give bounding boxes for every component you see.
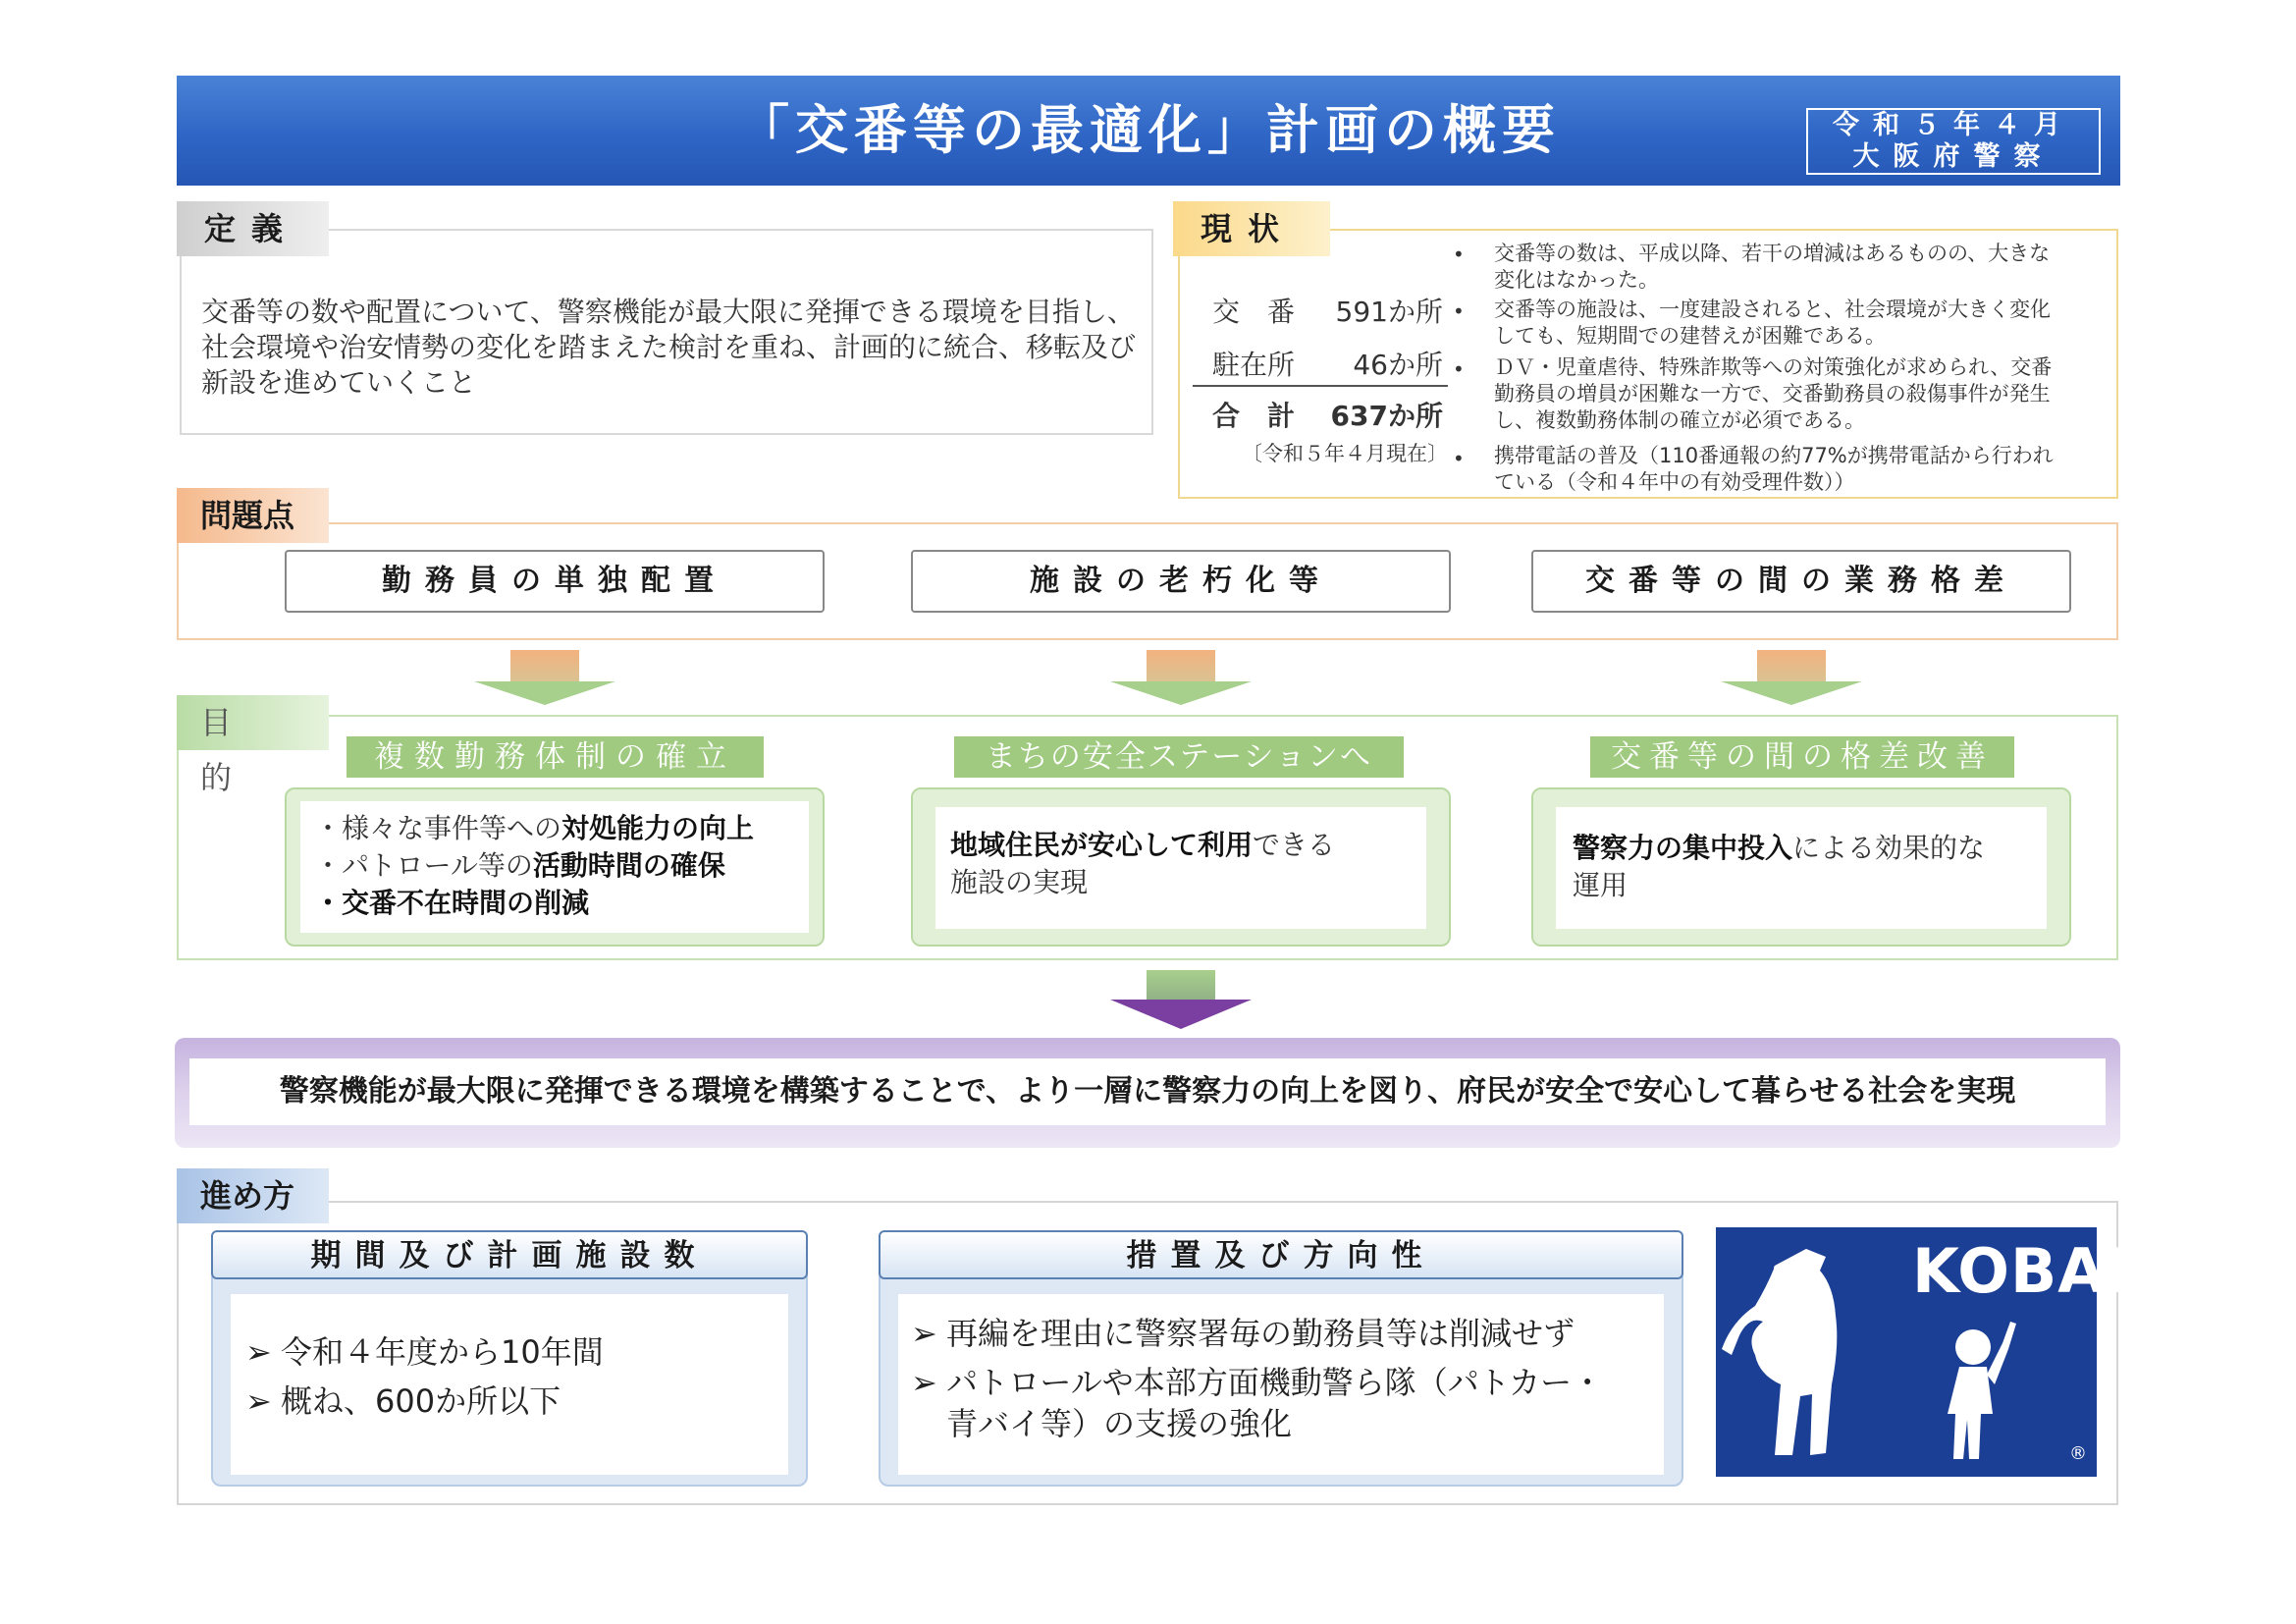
definition-tab: 定義	[177, 201, 329, 256]
objective-line: 施設の実現	[950, 866, 1089, 898]
period-list	[245, 1327, 775, 1426]
bullet-line: 交番等の数は、平成以降、若干の増減はあるものの、大きな	[1494, 242, 2051, 265]
objective-line: ・交番不在時間の削減	[314, 887, 590, 919]
objectives-tab: 目 的	[177, 695, 329, 750]
objective-line: 運用	[1573, 869, 1629, 901]
objective-text-safety-station	[950, 827, 1421, 901]
down-arrow-head-icon	[1721, 681, 1862, 705]
definition-line: 社会環境や治安情勢の変化を踏まえた検討を重ね、計画的に統合、移転及び	[201, 331, 1137, 363]
down-arrow-icon	[510, 650, 579, 683]
bullet-line: 携帯電話の普及（110番通報の約77%が携帯電話から行われ	[1494, 444, 2054, 467]
down-arrow-icon	[1147, 970, 1215, 1003]
status-bullet-3	[1494, 354, 2112, 434]
arrow-bullet-icon: ➢	[911, 1315, 937, 1352]
status-bullet-4	[1494, 443, 2112, 496]
page-title: 「交番等の最適化」計画の概要	[736, 99, 1561, 161]
status-value-chuzaisho: 46か所	[1353, 349, 1443, 381]
definition-line: 交番等の数や配置について、警察機能が最大限に発揮できる環境を目指し、	[201, 296, 1135, 328]
status-tab: 現状	[1173, 201, 1330, 256]
objective-text-gap-improvement	[1573, 830, 2044, 904]
status-as-of: 〔令和５年４月現在〕	[1242, 442, 1448, 465]
status-label-total: 合 計	[1212, 400, 1296, 432]
arrow-bullet-icon: ➢	[245, 1382, 272, 1420]
down-arrow-head-icon	[1110, 1000, 1252, 1029]
objective-text-multi-staff	[314, 810, 805, 922]
status-value-total: 637か所	[1330, 400, 1443, 432]
goal-text: 警察機能が最大限に発揮できる環境を構築することで、より一層に警察力の向上を図り、府民が安全で安心して暮らせる社会を実現	[189, 1058, 2106, 1125]
bullet-mark: •	[1453, 447, 1465, 470]
period-item: ➢ 概ね、600か所以下	[245, 1377, 775, 1426]
status-label-koban: 交 番	[1212, 296, 1296, 328]
objective-line: 地域住民が安心して利用できる	[950, 829, 1336, 861]
problem-aging-facilities: 施設の老朽化等	[911, 550, 1451, 613]
objective-line: ・パトロール等の活動時間の確保	[314, 849, 725, 882]
bullet-line: 交番等の施設は、一度建設されると、社会環境が大きく変化	[1494, 298, 2051, 321]
period-item: ➢ 令和４年度から10年間	[245, 1327, 775, 1377]
objective-label-safety-station: まちの安全ステーションへ	[954, 736, 1404, 778]
definition-line: 新設を進めていくこと	[201, 366, 477, 399]
down-arrow-icon	[1757, 650, 1826, 683]
problem-single-staff: 勤務員の単独配置	[285, 550, 825, 613]
status-total-divider	[1193, 385, 1448, 387]
objective-line: 警察力の集中投入による効果的な	[1573, 832, 1986, 864]
issuer-line: 大阪府警察	[1852, 141, 2055, 172]
arrow-bullet-icon: ➢	[245, 1333, 272, 1371]
status-bullet-2	[1494, 297, 2112, 350]
bullet-mark: •	[1453, 357, 1465, 381]
bullet-line: ＤＶ・児童虐待、特殊詐欺等への対策強化が求められ、交番	[1494, 355, 2053, 379]
arrow-bullet-icon: ➢	[911, 1364, 937, 1401]
process-tab: 進め方	[177, 1168, 329, 1223]
bullet-line: 変化はなかった。	[1494, 268, 1659, 292]
bullet-line: 勤務員の増員が困難な一方で、交番勤務員の殺傷事件が発生	[1494, 382, 2051, 406]
bullet-line: し、複数勤務体制の確立が必須である。	[1494, 408, 1865, 432]
measures-heading: 措置及び方向性	[879, 1230, 1683, 1279]
objective-label-gap-improvement: 交番等の間の格差改善	[1590, 736, 2014, 778]
status-label-chuzaisho: 駐在所	[1212, 349, 1296, 381]
measures-item-continued: 青バイ等）の支援の強化	[946, 1405, 1293, 1442]
period-heading: 期間及び計画施設数	[211, 1230, 808, 1279]
status-bullet-1	[1494, 241, 2112, 294]
bullet-line: しても、短期間での建替えが困難である。	[1494, 324, 1886, 348]
bullet-mark: •	[1453, 299, 1465, 323]
definition-text	[201, 295, 1144, 401]
registered-mark: ®	[2069, 1443, 2087, 1464]
measures-list	[911, 1313, 1657, 1444]
down-arrow-icon	[1147, 650, 1215, 683]
objective-line: ・様々な事件等への対処能力の向上	[314, 812, 755, 844]
bullet-line: ている（令和４年中の有効受理件数））	[1494, 470, 1855, 494]
problems-tab: 問題点	[177, 488, 329, 543]
problem-workload-gap: 交番等の間の業務格差	[1531, 550, 2071, 613]
objective-label-multi-staff: 複数勤務体制の確立	[347, 736, 764, 778]
status-value-koban: 591か所	[1335, 296, 1443, 328]
date-line: 令和５年４月	[1833, 110, 2074, 140]
down-arrow-head-icon	[1110, 681, 1252, 705]
bullet-mark: •	[1453, 243, 1465, 266]
date-issuer-box	[1806, 108, 2101, 175]
koban-logo-text: KOBAN	[1912, 1235, 2159, 1307]
measures-item: ➢ 再編を理由に警察署毎の勤務員等は削減せず	[911, 1315, 1575, 1352]
koban-logo	[1716, 1227, 2159, 1477]
down-arrow-head-icon	[474, 681, 615, 705]
measures-item: ➢ パトロールや本部方面機動警ら隊（パトカー・	[911, 1364, 1604, 1401]
